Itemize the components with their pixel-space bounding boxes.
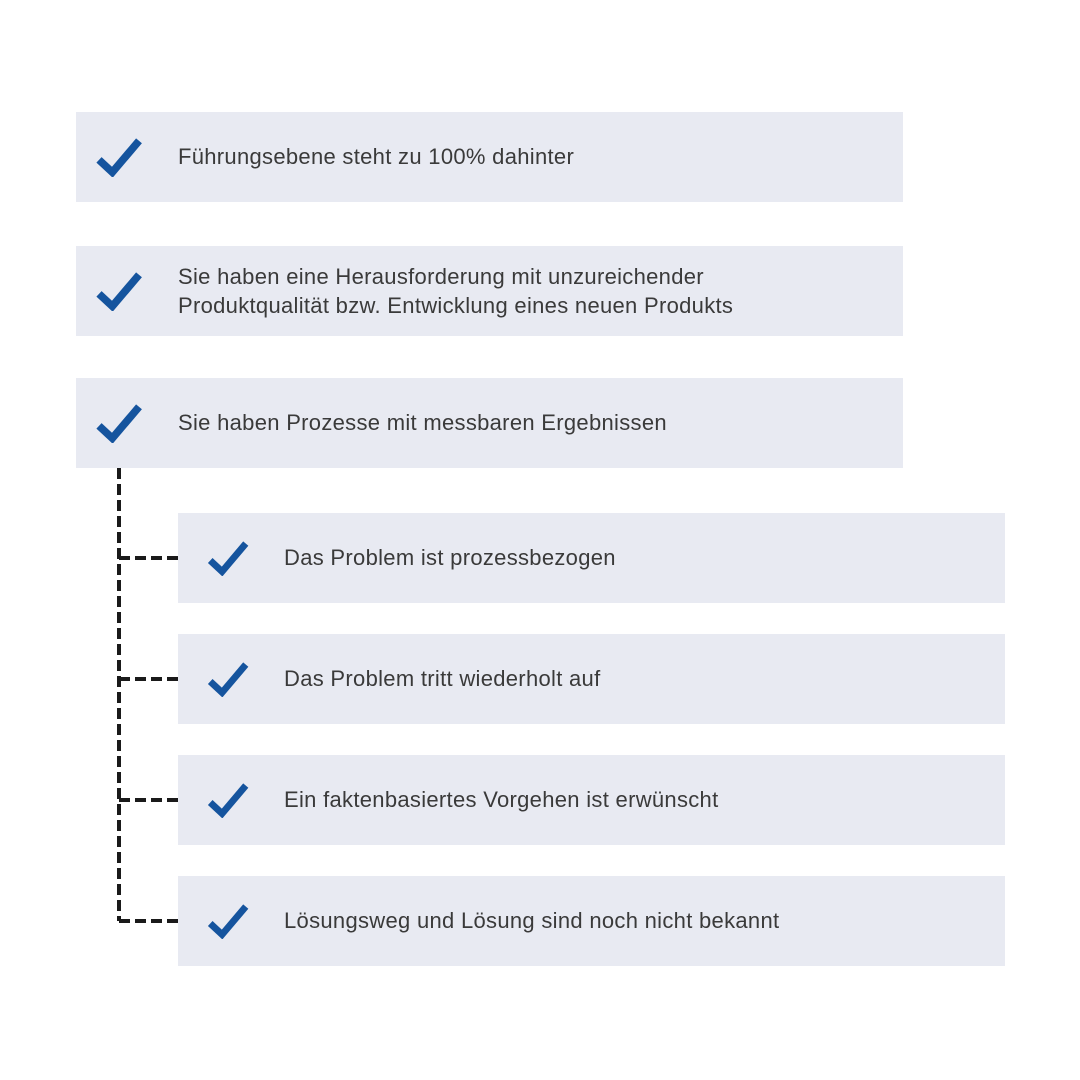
checklist-subitem-process-related bbox=[178, 513, 1005, 603]
checklist-subitem-label: Lösungsweg und Lösung sind noch nicht bekannt bbox=[284, 908, 780, 934]
checklist-item-label: Führungsebene steht zu 100% dahinter bbox=[178, 144, 575, 170]
checkmark-icon bbox=[206, 661, 250, 697]
checklist-item-label: Sie haben eine Herausforderung mit unzureichender Produktqualität bzw. Entwicklung eines neuen Produkts bbox=[178, 263, 734, 318]
checklist-subitem-fact-based bbox=[178, 755, 1005, 845]
checklist-subitem-label: Das Problem ist prozessbezogen bbox=[284, 545, 616, 571]
checkmark-icon bbox=[94, 271, 144, 311]
checkmark-icon bbox=[206, 903, 250, 939]
checklist-subitem-recurring bbox=[178, 634, 1005, 724]
checkmark-icon bbox=[94, 403, 144, 443]
checkmark-icon bbox=[206, 540, 250, 576]
checkmark-icon bbox=[94, 137, 144, 177]
checklist-subitem-label: Das Problem tritt wiederholt auf bbox=[284, 666, 601, 692]
checkmark-icon bbox=[206, 782, 250, 818]
checklist-item-processes bbox=[76, 378, 903, 468]
connector-lines bbox=[119, 468, 178, 921]
checklist-subitem-label: Ein faktenbasiertes Vorgehen ist erwünscht bbox=[284, 787, 719, 813]
checklist-item-challenge bbox=[76, 246, 903, 336]
checklist-item-label: Sie haben Prozesse mit messbaren Ergebnissen bbox=[178, 410, 667, 436]
checklist-subitem-solution-unknown bbox=[178, 876, 1005, 966]
checklist-item-leadership bbox=[76, 112, 903, 202]
